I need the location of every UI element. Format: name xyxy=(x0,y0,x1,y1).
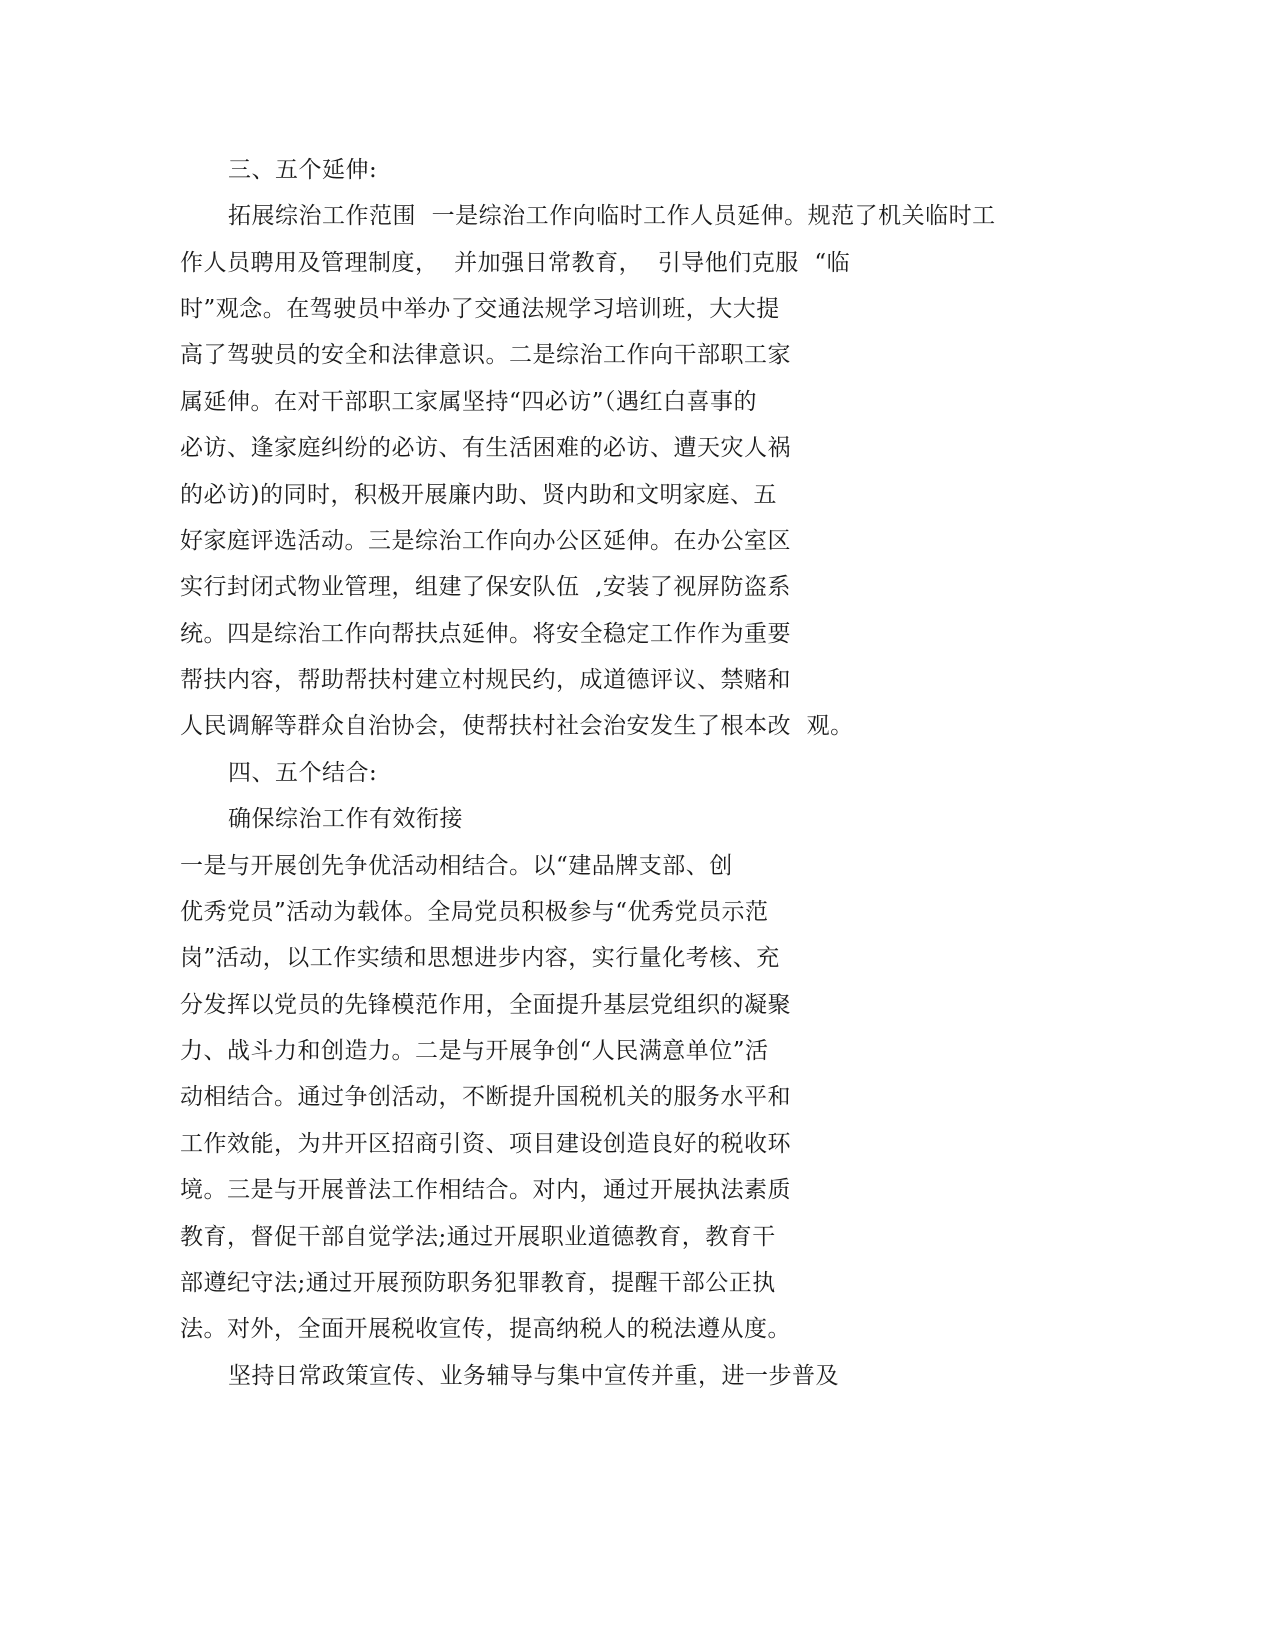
paragraph-line: 部遵纪守法;通过开展预防职务犯罪教育，提醒干部公正执 xyxy=(180,1270,776,1296)
paragraph-line: 必访、逢家庭纠纷的必访、有生活困难的必访、遭天灾人祸 xyxy=(180,435,791,461)
paragraph-line: 好家庭评选活动。三是综治工作向办公区延伸。在办公室区 xyxy=(180,528,791,554)
paragraph-line: 优秀党员”活动为载体。全局党员积极参与“优秀党员示范 xyxy=(180,899,769,925)
paragraph-line: 实行封闭式物业管理，组建了保安队伍 ,安装了视屏防盗系 xyxy=(180,574,791,600)
section-subheading: 确保综治工作有效衔接 xyxy=(228,806,463,832)
section-heading-four: 四、五个结合: xyxy=(228,760,378,786)
paragraph-line: 工作效能，为井开区招商引资、项目建设创造良好的税收环 xyxy=(180,1131,791,1157)
paragraph-line: 动相结合。通过争创活动，不断提升国税机关的服务水平和 xyxy=(180,1084,791,1110)
paragraph-line: 坚持日常政策宣传、业务辅导与集中宣传并重，进一步普及 xyxy=(228,1363,839,1389)
paragraph-line: 分发挥以党员的先锋模范作用，全面提升基层党组织的凝聚 xyxy=(180,992,791,1018)
paragraph-line: 统。四是综治工作向帮扶点延伸。将安全稳定工作作为重要 xyxy=(180,621,791,647)
paragraph-line: 人民调解等群众自治协会，使帮扶村社会治安发生了根本改 观。 xyxy=(180,713,854,739)
paragraph-line: 作人员聘用及管理制度， 并加强日常教育， 引导他们克服 “临 xyxy=(180,250,851,276)
paragraph-line: 帮扶内容，帮助帮扶村建立村规民约，成道德评议、禁赌和 xyxy=(180,667,791,693)
section-heading-three: 三、五个延伸: xyxy=(228,157,378,183)
paragraph-line: 法。对外，全面开展税收宣传，提高纳税人的税法遵从度。 xyxy=(180,1316,791,1342)
paragraph-line: 时”观念。在驾驶员中举办了交通法规学习培训班，大大提 xyxy=(180,296,780,322)
paragraph-line: 教育，督促干部自觉学法;通过开展职业道德教育，教育干 xyxy=(180,1224,776,1250)
paragraph-line: 拓展综治工作范围 一是综治工作向临时工作人员延伸。规范了机关临时工 xyxy=(228,203,996,229)
paragraph-line: 高了驾驶员的安全和法律意识。二是综治工作向干部职工家 xyxy=(180,342,791,368)
paragraph-line: 的必访)的同时，积极开展廉内助、贤内助和文明家庭、五 xyxy=(180,482,777,508)
paragraph-line: 属延伸。在对干部职工家属坚持“四必访”（遇红白喜事的 xyxy=(180,389,758,415)
paragraph-line: 力、战斗力和创造力。二是与开展争创“人民满意单位”活 xyxy=(180,1038,769,1064)
paragraph-line: 岗”活动，以工作实绩和思想进步内容，实行量化考核、充 xyxy=(180,945,780,971)
paragraph-line: 境。三是与开展普法工作相结合。对内，通过开展执法素质 xyxy=(180,1177,791,1203)
paragraph-line: 一是与开展创先争优活动相结合。以“建品牌支部、创 xyxy=(180,853,733,879)
